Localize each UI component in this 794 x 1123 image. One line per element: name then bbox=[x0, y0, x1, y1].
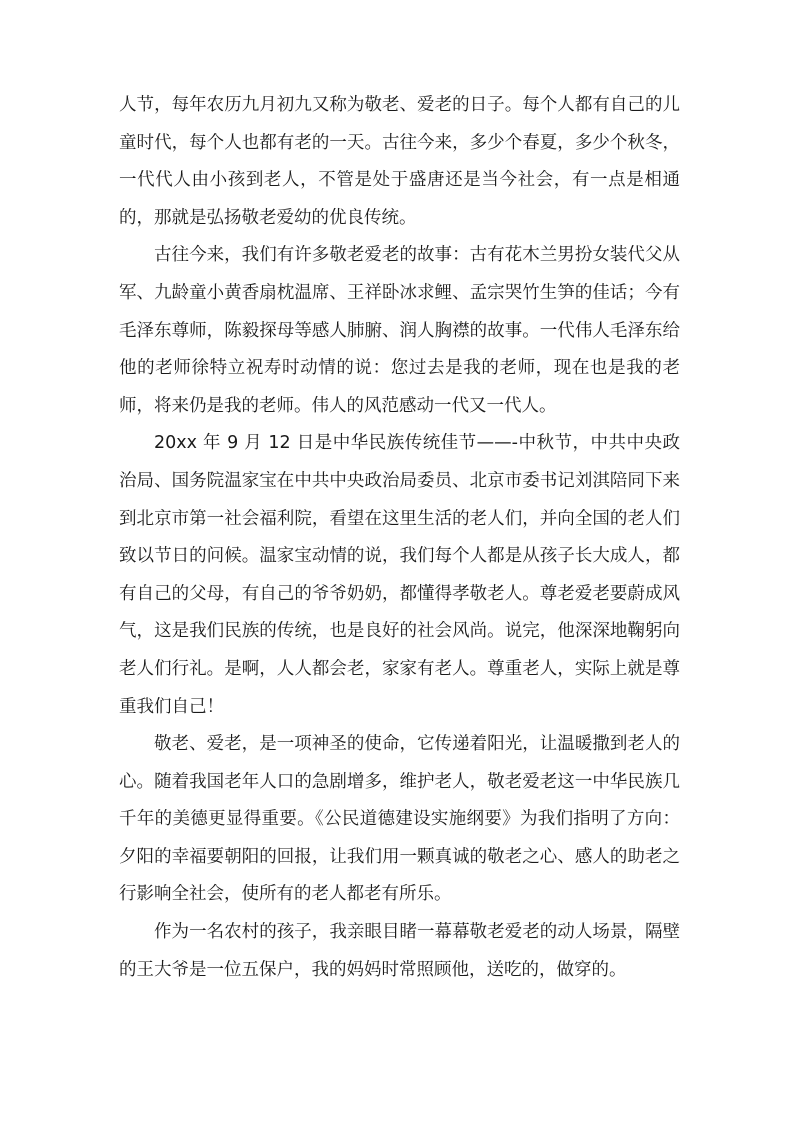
paragraph-4: 敬老、爱老，是一项神圣的使命，它传递着阳光，让温暖撒到老人的心。随着我国老年人口的急剧增多，维护老人，敬老爱老这一中华民族几千年的美德更显得重要。《公民道德建设实施纲要》为我们指明了方向：夕阳的幸福要朝阳的回报，让我们用一颗真诚的敬老之心、感人的助老之行影响全社会，使所有的老人都老有所乐。 bbox=[119, 734, 680, 905]
paragraph-3: 20xx 年 9 月 12 日是中华民族传统佳节——-中秋节，中共中央政治局、国务院温家宝在中共中央政治局委员、北京市委书记刘淇陪同下来到北京市第一社会福利院，看望在这里生活的老人们，并向全国的老人们致以节日的问候。温家宝动情的说，我们每个人都是从孩子长大成人，都有自己的父母，有自己的爷爷奶奶，都懂得孝敬老人。尊老爱老要蔚成风气，这是我们民族的传统，也是良好的社会风尚。说完，他深深地鞠躬向老人们行礼。是啊，人人都会老，家家有老人。尊重老人，实际上就是尊重我们自己！ bbox=[119, 433, 680, 717]
paragraph-1: 人节，每年农历九月初九又称为敬老、爱老的日子。每个人都有自己的儿童时代，每个人也都有老的一天。古往今来，多少个春夏，多少个秋冬，一代代人由小孩到老人，不管是处于盛唐还是当今社会，有一点是相通的，那就是弘扬敬老爱幼的优良传统。 bbox=[119, 95, 680, 228]
document-body bbox=[119, 87, 680, 989]
paragraph-5: 作为一名农村的孩子，我亲眼目睹一幕幕敬老爱老的动人场景，隔壁的王大爷是一位五保户，我的妈妈时常照顾他，送吃的，做穿的。 bbox=[119, 922, 680, 980]
paragraph-2: 古往今来，我们有许多敬老爱老的故事：古有花木兰男扮女装代父从军、九龄童小黄香扇枕温席、王祥卧冰求鲤、孟宗哭竹生笋的佳话；今有毛泽东尊师，陈毅探母等感人肺腑、润人胸襟的故事。一代伟人毛泽东给他的老师徐特立祝寿时动情的说：您过去是我的老师，现在也是我的老师，将来仍是我的老师。伟人的风范感动一代又一代人。 bbox=[119, 245, 680, 416]
